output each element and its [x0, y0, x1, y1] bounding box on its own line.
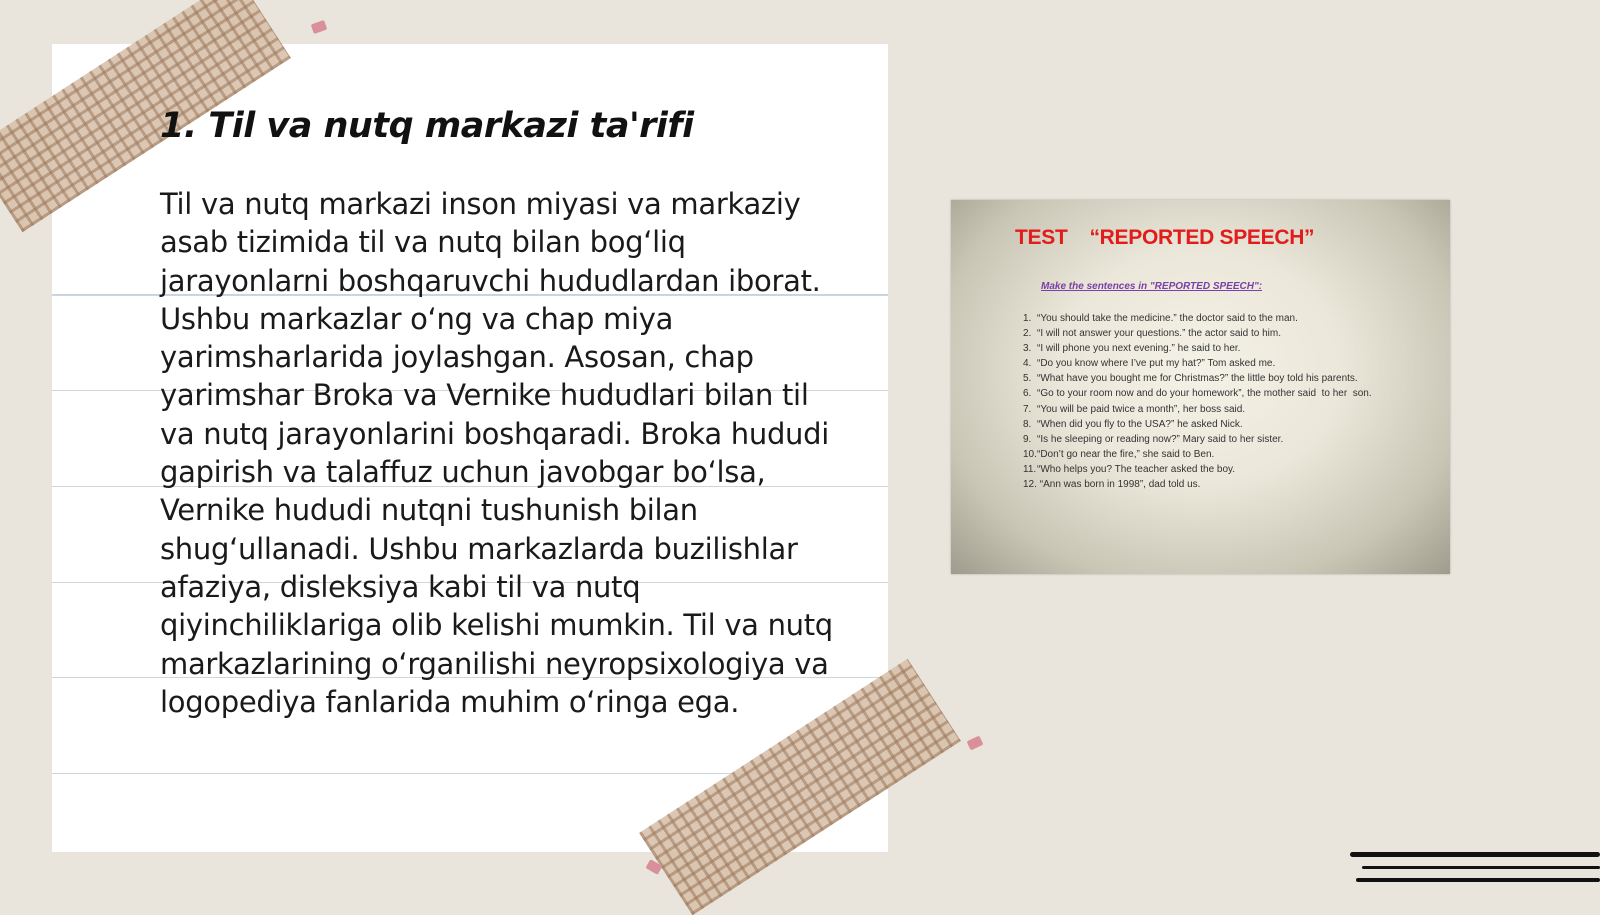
list-item: 10. “Don’t go near the fire,” she said to Ben.	[1023, 448, 1215, 460]
list-item: 8. “When did you fly to the USA?” he asked Nick.	[1023, 418, 1243, 430]
list-item: 12. “Ann was born in 1998”, dad told us.	[1023, 479, 1201, 491]
tape-pin-top	[311, 20, 328, 34]
list-item: 3. “I will phone you next evening.” he said to her.	[1023, 343, 1241, 355]
slide-title: 1. Til va nutq markazi ta'rifi	[160, 106, 694, 146]
brush-stroke	[1356, 878, 1600, 882]
slide-body-text: Til va nutq markazi inson miyasi va markaziy asab tizimida til va nutq bilan bog‘liq jarayonlarni boshqaruvchi hududlardan iborat. Ushbu markazlar o‘ng va chap miya yarimsharlarida joylashgan. Asosan, chap yarimshar Broka va Vernike hududlari bilan til va nutq jarayonlarini boshqaradi. Broka hududi gapirish va talaffuz uchun javobgar bo‘lsa, Vernike hududi nutqni tushunish bilan shug‘ullanadi. Ushbu markazlarda buzilishlar afaziya, disleksiya kabi til va nutq qiyinchiliklariga olib kelishi mumkin. Til va nutq markazlarining o‘rganilishi neyropsixologiya va logopediya fanlarida muhim o‘ringa ega.	[160, 187, 833, 719]
list-item: 7. “You will be paid twice a month”, her boss said.	[1023, 403, 1246, 415]
brush-stroke	[1350, 852, 1600, 857]
tape-pin-bottom-right	[967, 736, 984, 751]
test-heading-left: TEST	[1015, 226, 1068, 249]
list-item: 4. “Do you know where I’ve put my hat?” Tom asked me.	[1023, 358, 1276, 370]
test-subheading: Make the sentences in "REPORTED SPEECH":	[1041, 281, 1263, 292]
list-item: 2. “I will not answer your questions.” the actor said to him.	[1023, 328, 1281, 340]
brush-stroke-decoration	[1350, 848, 1600, 888]
test-heading	[1015, 226, 1314, 250]
reported-speech-test-image	[951, 200, 1450, 574]
list-item: 5. “What have you bought me for Christmas?” the little boy told his parents.	[1023, 373, 1358, 385]
list-item: 11. “Who helps you? The teacher asked the boy.	[1023, 463, 1236, 475]
list-item: 9. “Is he sleeping or reading now?” Mary said to her sister.	[1023, 433, 1284, 445]
brush-stroke	[1362, 866, 1600, 869]
test-heading-right: “REPORTED SPEECH”	[1089, 226, 1315, 249]
list-item: 6. “Go to your room now and do your homework”, the mother said to her son.	[1023, 388, 1372, 400]
test-sentence-list	[1023, 311, 1373, 492]
list-item: 1. “You should take the medicine.” the doctor said to the man.	[1023, 313, 1298, 324]
